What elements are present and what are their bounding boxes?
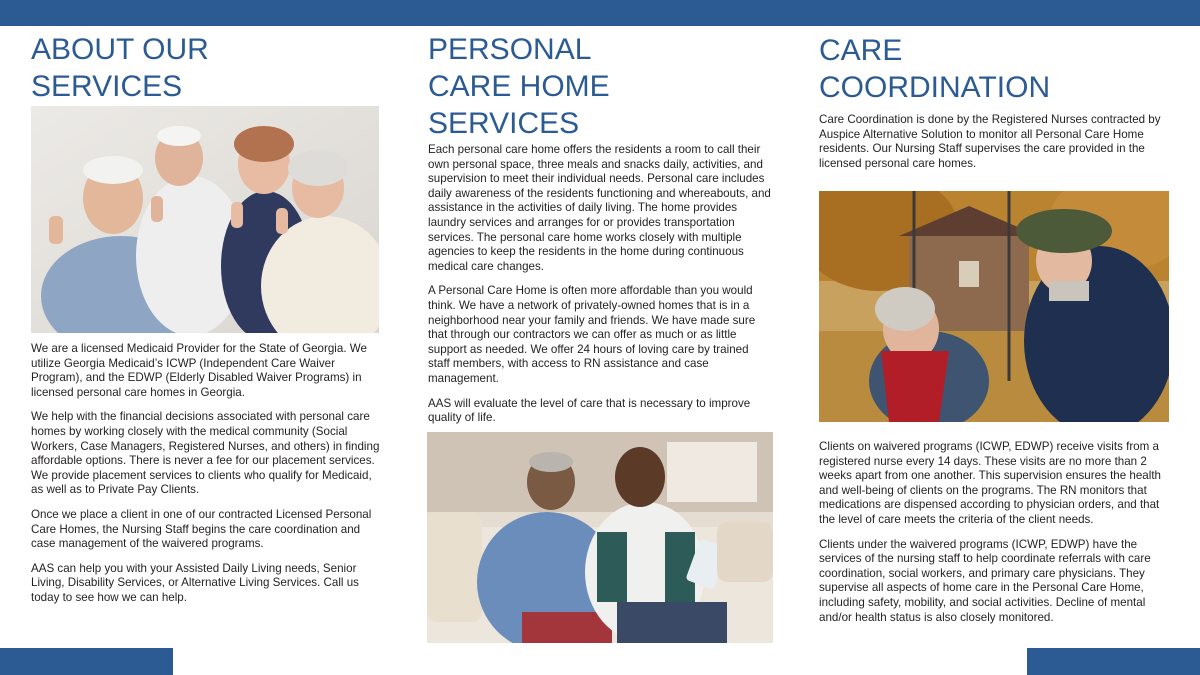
bottom-left-accent-bar xyxy=(0,648,173,675)
personal-care-body xyxy=(428,143,773,436)
care-coordination-intro: Care Coordination is done by the Registered Nurses contracted by Auspice Alternative Solution to monitor all Personal Care Home residents. Our Nursing Staff supervises the care provided in the licensed personal care homes. xyxy=(819,113,1161,170)
care-coordination-paragraph: Clients on waivered programs (ICWP, EDWP) receive visits from a registered nurse every 14 days. These visits are no more than 2 weeks apart from one another. This supervision ensures the health and well-being of clients on the programs. The RN monitors that medications are dispensed according to physician orders, and that the level of care meets the criteria of the client needs. xyxy=(819,440,1161,526)
about-paragraph: Once we place a client in one of our contracted Licensed Personal Care Homes, the Nursing Staff begins the care coordination and case management of the waivered programs. xyxy=(31,507,372,551)
about-heading: ABOUT OUR SERVICES xyxy=(31,33,209,103)
seniors-with-tablet-photo xyxy=(427,432,773,643)
seniors-on-swing-photo xyxy=(819,191,1169,422)
about-paragraph: AAS can help you with your Assisted Daily Living needs, Senior Living, Disability Services, or Alternative Living Services. Call us today to see how we can help. xyxy=(31,561,359,604)
top-accent-bar xyxy=(0,0,1200,26)
personal-care-heading: PERSONAL CARE HOME SERVICES xyxy=(428,33,610,140)
about-body xyxy=(31,342,381,616)
care-coordination-paragraph: Clients under the waivered programs (ICWP, EDWP) have the services of the nursing staff to help coordinate referrals with care coordination, social workers, and primary care physicians. They supervise all aspects of home care in the Personal Care Home, including safety, mobility, and social activities. Decline of mental and/or health status is also closely monitored. xyxy=(819,537,1151,624)
about-paragraph: We help with the financial decisions associated with personal care homes by working closely with the medical community (Social Workers, Case Managers, Registered Nurses, and others) in finding affordable options. There is never a fee for our placement services. We provide placement services to clients who qualify for Medicaid, as well as to Private Pay Clients. xyxy=(31,410,380,497)
seniors-thumbs-up-photo xyxy=(31,106,379,333)
care-coordination-heading: CARE COORDINATION xyxy=(819,34,1051,104)
personal-care-paragraph: AAS will evaluate the level of care that is necessary to improve quality of life. xyxy=(428,396,751,425)
care-coordination-body xyxy=(819,440,1169,635)
personal-care-paragraph: Each personal care home offers the residents a room to call their own personal space, three meals and snacks daily, activities, and supervision to meet their individual needs. Personal care includes daily awareness of the residents functioning and whereabouts, and assistance in the activities of daily living. The home provides laundry services and arranges for or provides transportation services. The personal care home works closely with multiple agencies to keep the residents in the home during continuous medical care changes. xyxy=(428,143,771,273)
about-paragraph: We are a licensed Medicaid Provider for the State of Georgia. We utilize Georgia Medicaid’s ICWP (Independent Care Waiver Program), and the EDWP (Elderly Disabled Waiver Programs) in licensed personal care homes in Georgia. xyxy=(31,342,367,399)
personal-care-paragraph: A Personal Care Home is often more affordable than you would think. We have a network of privately-owned homes that is in a neighborhood near your family and friends. We have made sure that through our contractors we can offer as much or as little support as needed. We offer 24 hours of loving care by trained staff members, with access to RN assistance and case management. xyxy=(428,284,756,385)
bottom-right-accent-bar xyxy=(1027,648,1200,675)
care-coordination-intro-block xyxy=(819,113,1169,181)
